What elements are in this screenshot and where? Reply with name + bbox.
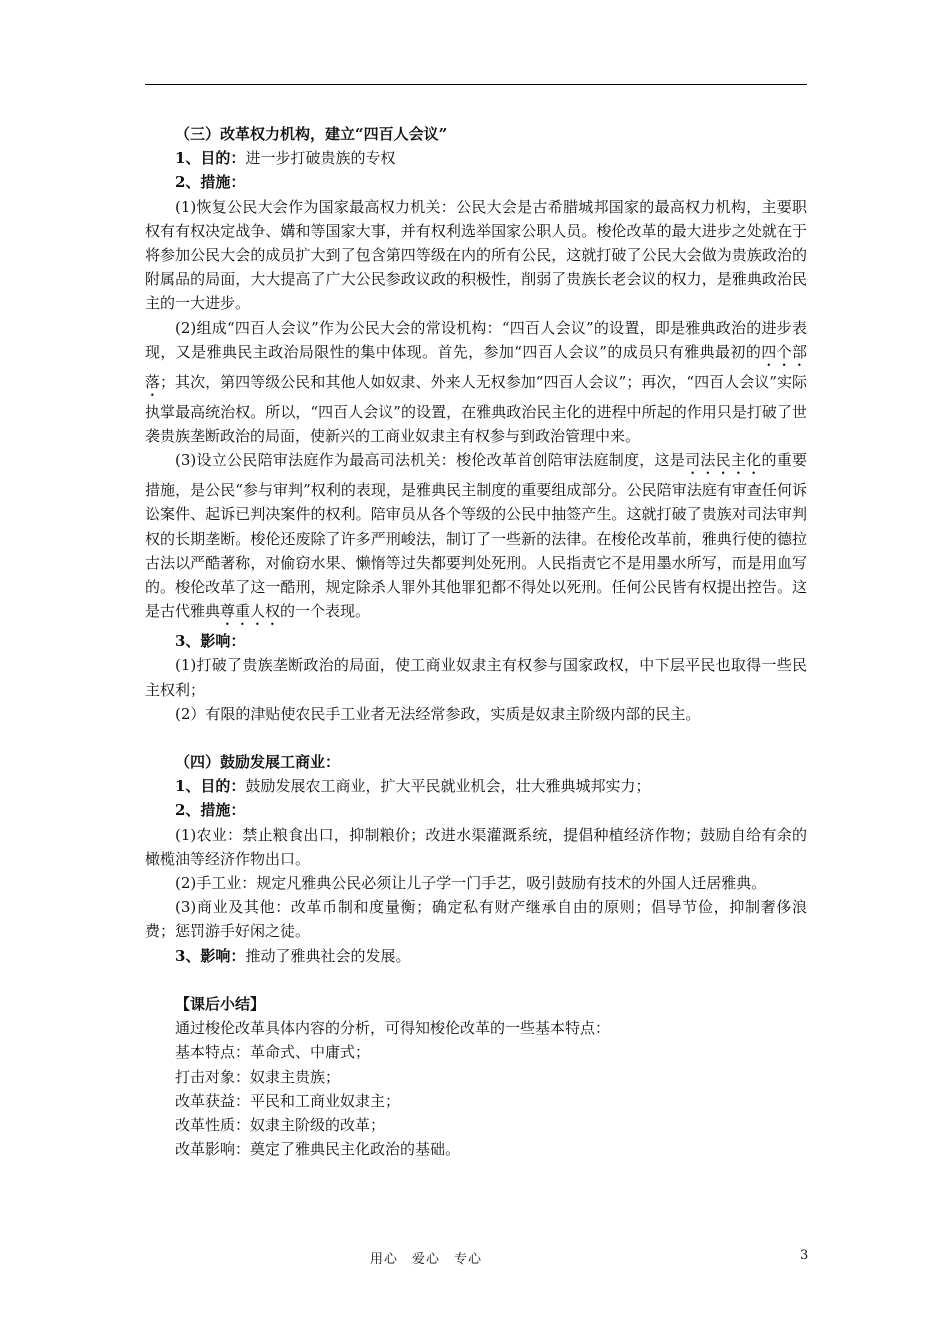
impact-text: 推动了雅典社会的发展。 — [245, 946, 411, 965]
goal-label: 1、目的： — [175, 777, 246, 796]
summary-line: 改革性质：奴隶主阶级的改革； — [175, 1115, 386, 1134]
emphasis-text: 司法民主化 — [685, 451, 762, 470]
section-3-measures-heading — [145, 170, 807, 194]
section-3-measure-3 — [145, 448, 807, 629]
section-3-measure-2 — [145, 316, 807, 449]
page-number: 3 — [800, 1248, 809, 1263]
section-4-measure-1: (1)农业：禁止粮食出口，抑制粮价；改进水渠灌溉系统，提倡种植经济作物；鼓励自给有余的橄榄油等经济作物出口。 — [145, 825, 807, 868]
measures-label: 2、措施： — [175, 801, 246, 820]
summary-line: 改革影响：奠定了雅典民主化政治的基础。 — [175, 1140, 461, 1159]
section-4-title: （四）鼓励发展工商业： — [175, 753, 341, 772]
section-3-impact-2: (2）有限的津贴使农民手工业者无法经常参政，实质是奴隶主阶级内部的民主。 — [175, 704, 701, 723]
impact-label: 3、影响： — [175, 946, 246, 965]
emphasis-text: 四个部落 — [145, 342, 807, 391]
document-body — [145, 122, 807, 1161]
measure-3-text-b: 的重要措施，是公民“参与审判”权利的表现，是雅典民主制度的重要组成部分。公民陪审法庭有审查任何诉讼案件、起诉已判决案件的权利。陪审员从各个等级的公民中抽签产生。这就打破了贵族对司法审判权的长期垄断。梭伦还废除了许多严刑峻法，制订了一些新的法律。在梭伦改革前，雅典行使的德拉古法以严酷著称，对偷窃水果、懒惰等过失都要判处死刑。人民指责它不是用墨水所写，而是用血写的。梭伦改革了这一酷刑，规定除杀人罪外其他罪犯都不得处以死刑。任何公民皆有权提出控告。这是古代雅典 — [145, 451, 807, 621]
section-4-goal — [145, 774, 807, 798]
measure-2-text-b: ；其次，第四等级公民和其他人如奴隶、外来人无权参加“四百人会议”；再次，“四百人会议”实际执掌最高统治权。所以，“四百人会议”的设置，在雅典政治民主化的进程中所起的作用只是打破了世袭贵族垄断政治的局面，使新兴的工商业奴隶主有权参与到政治管理中来。 — [145, 372, 807, 446]
goal-label: 1、目的： — [175, 149, 246, 168]
section-3-impact-1: (1)打破了贵族垄断政治的局面，使工商业奴隶主有权参与国家政权，中下层平民也取得一些民主权利； — [145, 656, 807, 699]
measure-2-text-a: (2)组成“四百人会议”作为公民大会的常设机构：“四百人会议”的设置，即是雅典政治的进步表现，又是雅典民主政治局限性的集中体现。首先，参加“四百人会议”的成员只有雅典最初的 — [145, 318, 807, 361]
footer-motto: 用心 爱心 专心 — [370, 1252, 483, 1267]
emphasis-text: 尊重人权 — [220, 602, 281, 621]
goal-text: 进一步打破贵族的专权 — [245, 149, 396, 168]
section-3-measure-1: (1)恢复公民大会作为国家最高权力机关：公民大会是古希腊城邦国家的最高权力机构，主要职权有有权决定战争、媾和等国家大事，并有权利选举国家公职人员。梭伦改革的最大进步之处就在于将参加公民大会的成员扩大到了包含第四等级在内的所有公民，这就打破了公民大会做为贵族政治的附属品的局面，大大提高了广大公民参政议政的积极性，削弱了贵族长老会议的权力，是雅典政治民主的一大进步。 — [145, 197, 807, 313]
measure-3-text-a: (3)设立公民陪审法庭作为最高司法机关：梭伦改革首创陪审法庭制度，这是 — [175, 451, 686, 470]
section-3-impact-heading — [145, 629, 807, 653]
impact-label: 3、影响： — [175, 632, 246, 651]
summary-line: 通过梭伦改革具体内容的分析，可得知梭伦改革的一些基本特点： — [175, 1019, 611, 1038]
section-4-measures-heading — [145, 798, 807, 822]
section-4-impact — [145, 944, 807, 968]
section-4-measure-2: (2)手工业：规定凡雅典公民必须让儿子学一门手艺，吸引鼓励有技术的外国人迁居雅典。 — [175, 874, 767, 893]
summary-line: 基本特点：革命式、中庸式； — [175, 1043, 371, 1062]
summary-line: 改革获益：平民和工商业奴隶主； — [175, 1091, 401, 1110]
measure-3-text-c: 的一个表现。 — [280, 602, 371, 621]
summary-line: 打击对象：奴隶主贵族； — [175, 1067, 341, 1086]
measures-label: 2、措施： — [175, 173, 246, 192]
section-3-title: （三）改革权力机构，建立“四百人会议” — [175, 125, 448, 143]
section-4-measure-3: (3)商业及其他：改革币制和度量衡；确定私有财产继承自由的原则；倡导节俭，抑制奢侈浪费；惩罚游手好闲之徒。 — [145, 898, 807, 941]
spacer — [145, 726, 807, 750]
header-rule — [145, 84, 807, 85]
spacer — [145, 968, 807, 992]
goal-text: 鼓励发展农工商业，扩大平民就业机会，壮大雅典城邦实力； — [245, 777, 651, 796]
section-3-goal — [145, 146, 807, 170]
summary-title: 【课后小结】 — [175, 994, 266, 1013]
